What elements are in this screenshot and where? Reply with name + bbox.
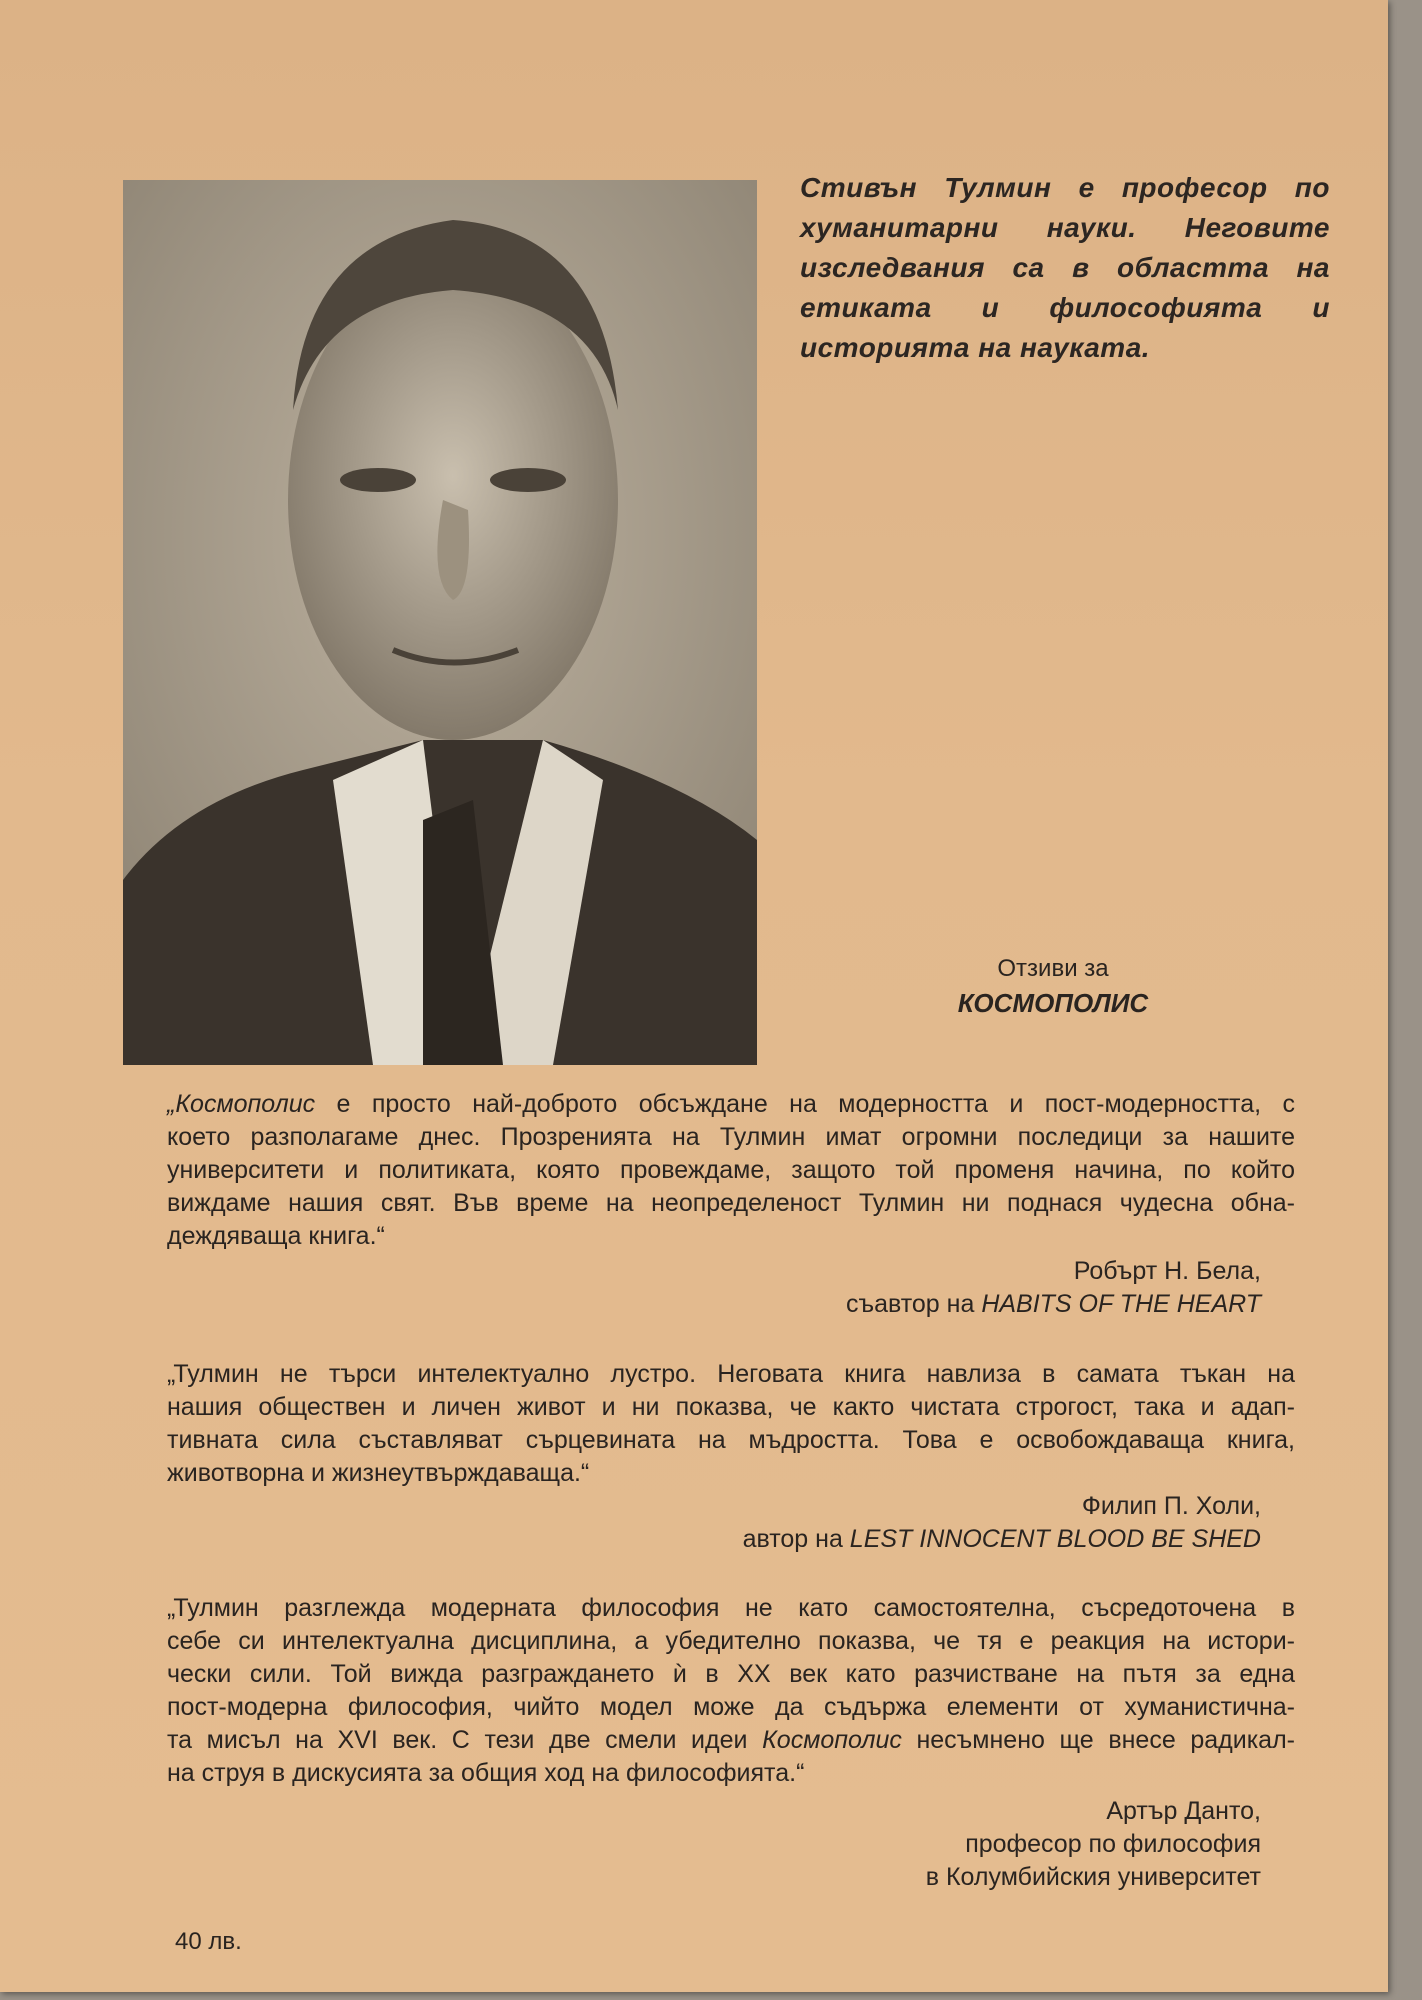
reviewer-name: Филип П. Холи, — [1081, 1492, 1261, 1520]
reviews-heading: Отзиви за — [997, 955, 1109, 982]
reviewer-book: LEST INNOCENT BLOOD BE SHED — [849, 1525, 1261, 1553]
review-attribution-3 — [926, 1795, 1261, 1894]
price-label: 40 лв. — [175, 1928, 242, 1955]
review-quote-3 — [167, 1592, 1295, 1790]
author-bio-line: изследвания са в областта на — [800, 252, 1330, 283]
quote-line: виждаме нашия свят. Във време на неопределеност Тулмин ни поднася чудесна обна- — [167, 1189, 1295, 1217]
quote-line: университети и политиката, която провеждаме, защото той променя начина, по който — [167, 1156, 1295, 1184]
quote-line: пост-модерна философия, чийто модел може да съдържа елементи от хуманистична- — [167, 1693, 1295, 1721]
quote-book-title: „Космополис — [167, 1090, 316, 1118]
quote-line: е просто най-доброто обсъждане на модерността и пост-модерността, с — [315, 1090, 1295, 1118]
reviewer-name: Робърт Н. Бела, — [1073, 1257, 1261, 1285]
quote-line: „Тулмин разглежда модерната философия не като самостоятелна, съсредоточена в — [167, 1594, 1295, 1622]
quote-line: несъмнено ще внесе радикал- — [901, 1726, 1295, 1754]
review-attribution-1 — [846, 1255, 1261, 1321]
author-bio-line: хуманитарни науки. Неговите — [800, 212, 1330, 243]
author-portrait-image — [123, 180, 757, 1065]
reviewer-role: автор на — [742, 1525, 850, 1553]
reviews-book-title: КОСМОПОЛИС — [957, 988, 1149, 1018]
review-quote-2 — [167, 1358, 1295, 1490]
quote-line: на струя в дискусията за общия ход на философията.“ — [167, 1759, 805, 1787]
reviewer-book: HABITS OF THE HEART — [981, 1290, 1261, 1318]
reviewer-role: съавтор на — [845, 1290, 982, 1318]
author-bio-line: етиката и философията и — [800, 292, 1330, 323]
review-quote-1 — [167, 1088, 1295, 1253]
author-bio-line: Стивън Тулмин е професор по — [800, 172, 1330, 203]
quote-line: „Тулмин не търси интелектуално лустро. Неговата книга навлиза в самата тъкан на — [167, 1360, 1295, 1388]
reviewer-role: професор по философия — [965, 1830, 1261, 1858]
quote-book-title: Космополис — [762, 1726, 902, 1754]
quote-line: което разполагаме днес. Прозренията на Тулмин имат огромни последици за нашите — [167, 1123, 1295, 1151]
quote-line: тивната сила съставляват сърцевината на мъдростта. Това е освобождаваща книга, — [167, 1426, 1295, 1454]
author-bio — [800, 168, 1330, 368]
review-attribution-2 — [743, 1490, 1261, 1556]
quote-line: себе си интелектуална дисциплина, а убедително показва, че тя е реакция на истори- — [167, 1627, 1295, 1655]
quote-line: нашия обществен и личен живот и ни показва, че както чистата строгост, така и адап- — [167, 1393, 1295, 1421]
quote-line: животворна и жизнеутвърждаваща.“ — [167, 1459, 590, 1487]
quote-line: деждяваща книга.“ — [167, 1222, 385, 1250]
author-portrait-photo — [123, 180, 757, 1065]
author-bio-line: историята на науката. — [800, 332, 1151, 363]
reviewer-name: Артър Данто, — [1106, 1797, 1261, 1825]
quote-line: та мисъл на XVI век. С тези две смели идеи — [167, 1726, 763, 1754]
reviewer-affiliation: в Колумбийския университет — [925, 1863, 1261, 1891]
quote-line: чески сили. Той вижда разграждането ѝ в XX век като разчистване на пътя за една — [167, 1660, 1295, 1688]
